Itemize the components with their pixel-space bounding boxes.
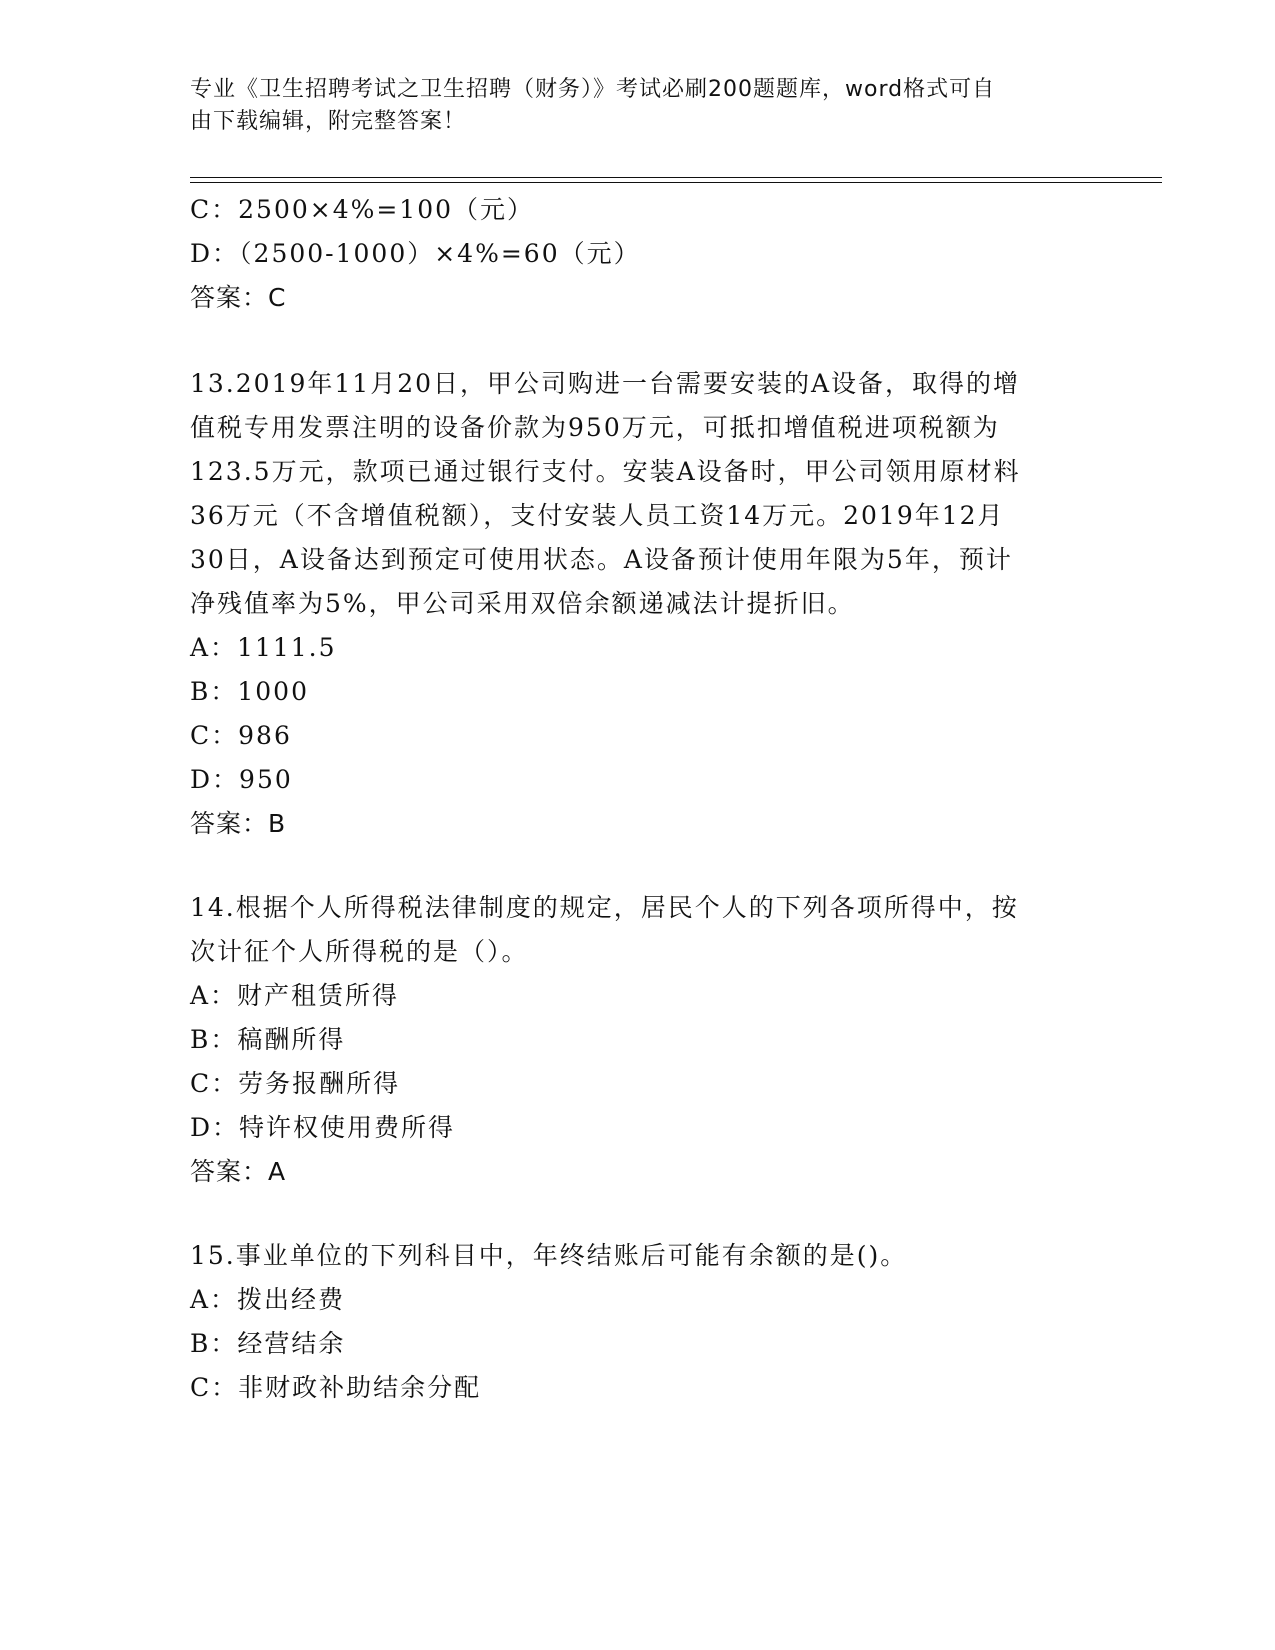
q13-stem-line: 30日，A设备达到预定可使用状态。A设备预计使用年限为5年，预计: [190, 545, 1013, 574]
q15-stem-line: 15.事业单位的下列科目中，年终结账后可能有余额的是()。: [190, 1241, 908, 1270]
q15-option-c: C：非财政补助结余分配: [190, 1373, 482, 1402]
prev-option-d: D：（2500-1000）×4%=60（元）: [190, 239, 641, 268]
q13-answer: 答案：B: [190, 809, 287, 838]
q14-stem-line: 次计征个人所得税的是（）。: [190, 937, 529, 966]
q14-stem-line: 14.根据个人所得税法律制度的规定，居民个人的下列各项所得中，按: [190, 893, 1019, 922]
q14-option-a: A：财产租赁所得: [190, 981, 400, 1010]
q13-stem-line: 值税专用发票注明的设备价款为950万元，可抵扣增值税进项税额为: [190, 413, 1000, 442]
header-line-1: 专业《卫生招聘考试之卫生招聘（财务）》考试必刷200题题库，word格式可自: [190, 77, 996, 102]
q13-option-b: B：1000: [190, 677, 309, 706]
q13-stem-line: 净残值率为5%，甲公司采用双倍余额递减法计提折旧。: [190, 589, 855, 618]
q13-stem-line: 123.5万元，款项已通过银行支付。安装A设备时，甲公司领用原材料: [190, 457, 1021, 486]
q13-option-d: D：950: [190, 765, 293, 794]
prev-option-c: C：2500×4%=100（元）: [190, 195, 535, 224]
header-line-2: 由下载编辑，附完整答案！: [190, 109, 467, 134]
q13-stem-line: 36万元（不含增值税额），支付安装人员工资14万元。2019年12月: [190, 501, 1005, 530]
q15-option-b: B：经营结余: [190, 1329, 346, 1358]
q13-option-a: A：1111.5: [190, 633, 337, 662]
q14-option-b: B：稿酬所得: [190, 1025, 346, 1054]
q14-answer: 答案：A: [190, 1157, 287, 1186]
q14-option-c: C：劳务报酬所得: [190, 1069, 401, 1098]
prev-answer: 答案：C: [190, 283, 287, 312]
document-header: [190, 74, 1090, 138]
q14-option-d: D：特许权使用费所得: [190, 1113, 456, 1142]
header-divider-bottom: [190, 182, 1162, 183]
header-divider-top: [190, 177, 1162, 178]
q13-option-c: C：986: [190, 721, 292, 750]
q15-option-a: A：拨出经费: [190, 1285, 346, 1314]
q13-stem-line: 13.2019年11月20日，甲公司购进一台需要安装的A设备，取得的增: [190, 369, 1021, 398]
